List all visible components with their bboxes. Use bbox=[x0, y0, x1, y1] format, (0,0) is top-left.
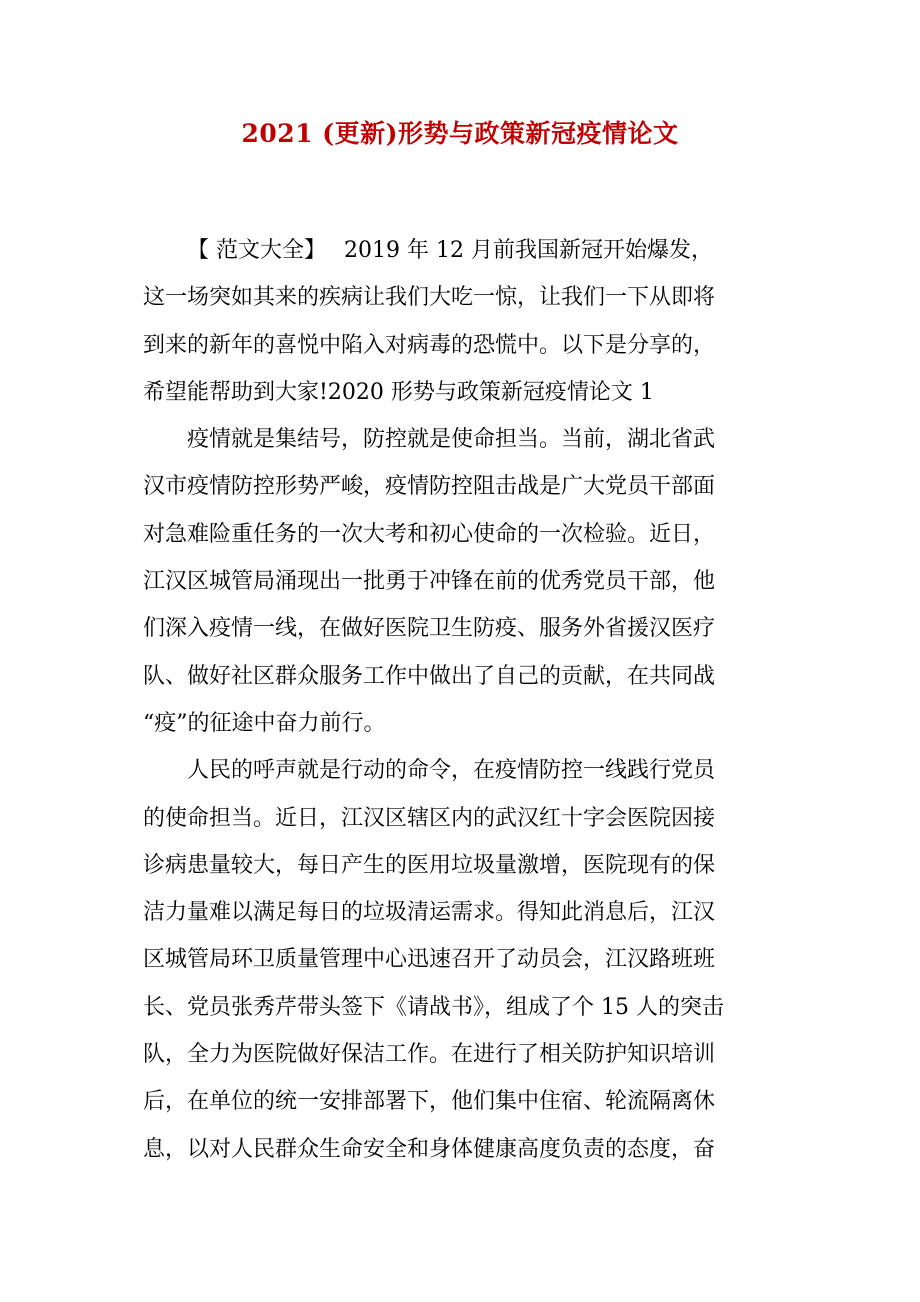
paragraph-line: 们深入疫情一线，在做好医院卫生防疫、服务外省援汉医疗 bbox=[143, 616, 716, 642]
paragraph-line: 区城管局环卫质量管理中心迅速召开了动员会，江汉路班班 bbox=[143, 947, 716, 973]
paragraph-line: 这一场突如其来的疾病让我们大吃一惊，让我们一下从即将 bbox=[143, 285, 716, 311]
paragraph-line: 江汉区城管局涌现出一批勇于冲锋在前的优秀党员干部，他 bbox=[143, 569, 716, 595]
paragraph-line: 队，全力为医院做好保洁工作。在进行了相关防护知识培训 bbox=[143, 1042, 716, 1068]
paragraph-line: 的使命担当。近日，江汉区辖区内的武汉红十字会医院因接 bbox=[143, 805, 716, 831]
paragraph-line: 疫情就是集结号，防控就是使命担当。当前，湖北省武 bbox=[187, 427, 716, 453]
paragraph-line: 洁力量难以满足每日的垃圾清运需求。得知此消息后，江汉 bbox=[143, 900, 716, 926]
paragraph-line: 队、做好社区群众服务工作中做出了自己的贡献，在共同战 bbox=[143, 663, 716, 689]
paragraph-line: 长、党员张秀芹带头签下《请战书》，组成了个 15 人的突击 bbox=[143, 994, 724, 1020]
paragraph-line: 对急难险重任务的一次大考和初心使命的一次检验。近日， bbox=[143, 521, 716, 547]
paragraph-line: “疫”的征途中奋力前行。 bbox=[143, 710, 386, 736]
paragraph-line: 息，以对人民群众生命安全和身体健康高度负责的态度，奋 bbox=[143, 1136, 716, 1162]
paragraph-line: 人民的呼声就是行动的命令，在疫情防控一线践行党员 bbox=[187, 758, 716, 784]
paragraph-line: 【 范文大全】 2019 年 12 月前我国新冠开始爆发， bbox=[187, 238, 713, 263]
paragraph-line: 希望能帮助到大家!2020 形势与政策新冠疫情论文 1 bbox=[143, 379, 654, 405]
document-title: 2021 (更新)形势与政策新冠疫情论文 bbox=[241, 119, 679, 148]
paragraph-line: 后，在单位的统一安排部署下，他们集中住宿、轮流隔离休 bbox=[143, 1089, 716, 1115]
paragraph-line: 到来的新年的喜悦中陷入对病毒的恐慌中。以下是分享的， bbox=[143, 332, 716, 358]
paragraph-line: 汉市疫情防控形势严峻，疫情防控阻击战是广大党员干部面 bbox=[143, 474, 716, 500]
document-body bbox=[143, 227, 783, 1173]
paragraph-line: 诊病患量较大，每日产生的医用垃圾量激增，医院现有的保 bbox=[143, 852, 716, 878]
